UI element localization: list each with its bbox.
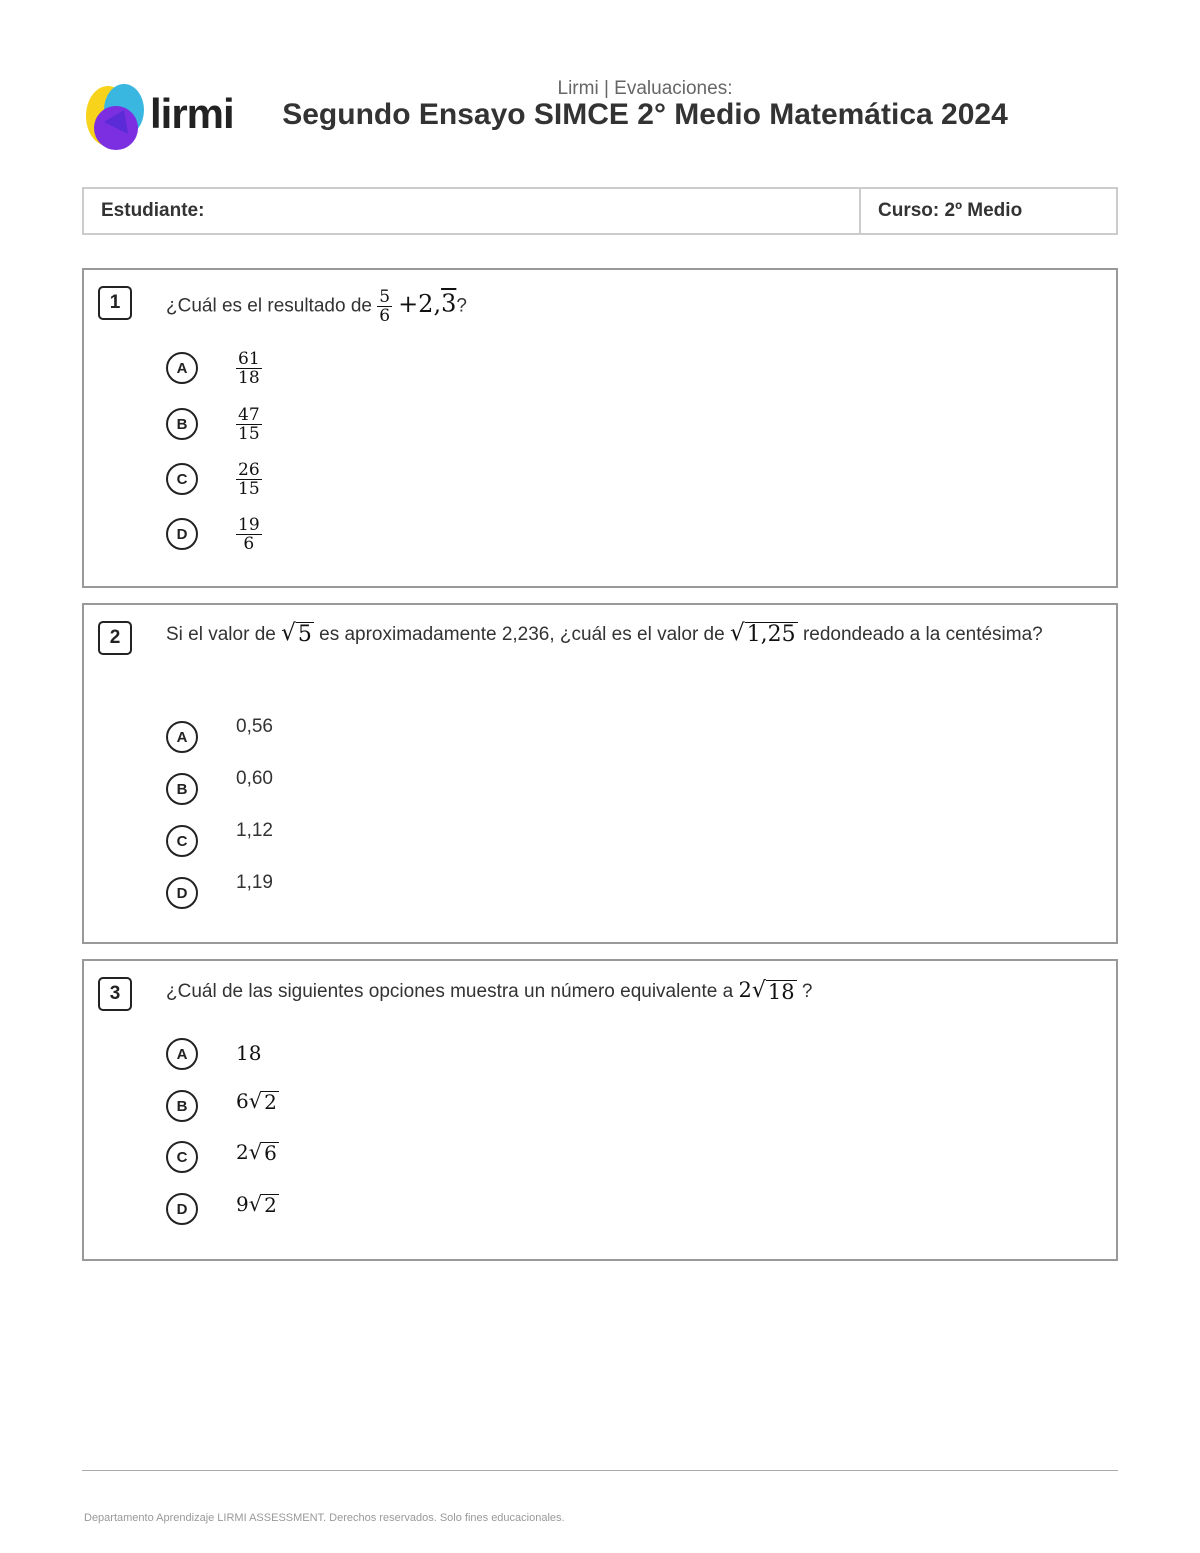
footer-divider [82,1470,1118,1471]
option-d[interactable] [166,872,273,912]
question-text [166,977,1056,1005]
fraction [236,461,262,498]
footer-text: Departamento Aprendizaje LIRMI ASSESSMENT. Derechos reservados. Solo fines educacionales. [84,1512,565,1524]
question-number: 2 [98,621,132,655]
answer-bubble[interactable]: C [166,1141,198,1173]
option-d[interactable] [166,514,260,554]
expression: +2, [398,289,442,318]
question-text-part: Si el valor de [166,624,282,645]
answer-bubble[interactable]: D [166,518,198,550]
square-root: √ 2 [248,1089,277,1114]
radicand: 5 [297,622,312,647]
option-c[interactable] [166,459,260,499]
logo-text: lirmi [150,90,234,137]
question-number: 3 [98,977,132,1011]
radicand: 2 [264,1193,277,1217]
fraction [236,350,262,387]
square-root: √ 6 [248,1140,277,1165]
fraction [236,516,262,553]
answer-bubble[interactable]: C [166,463,198,495]
fraction-numerator: 19 [238,514,260,535]
square-root: √ 1,25 [729,620,796,647]
question-text [166,288,1056,325]
fraction-denominator: 6 [379,306,391,326]
option-a[interactable] [166,348,260,388]
fraction-numerator: 61 [238,348,260,369]
answer-bubble[interactable]: D [166,877,198,909]
question-text-part: es aproximadamente 2,236, ¿cuál es el valor de [313,624,730,645]
question-text [166,621,1056,648]
fraction-denominator: 6 [243,533,255,554]
answer-bubble[interactable]: A [166,352,198,384]
option-b[interactable] [166,1087,277,1125]
course-label: Curso: 2º Medio [878,200,1023,221]
radicand: 1,25 [746,622,796,647]
option-d[interactable] [166,1190,277,1228]
option-a[interactable] [166,1035,262,1073]
answer-bubble[interactable]: B [166,773,198,805]
answer-bubble[interactable]: B [166,408,198,440]
question-3 [82,959,1118,1261]
page-title: Segundo Ensayo SIMCE 2° Medio Matemática 2024 [282,98,1008,131]
question-text-part: ? [456,295,467,317]
question-text-part: redondeado a la centésima? [797,624,1043,645]
question-text-part: ¿Cuál es el resultado de [166,295,378,317]
question-1 [82,268,1118,588]
coefficient: 6 [236,1089,249,1113]
coefficient: 9 [236,1192,249,1216]
option-value [236,1140,279,1164]
square-root: √ 5 [281,620,312,647]
fraction-numerator: 26 [238,459,260,480]
fraction-numerator: 5 [379,287,391,307]
fraction [377,288,392,325]
fraction-numerator: 47 [238,404,260,425]
radicand: 2 [264,1090,277,1114]
radicand: 6 [264,1141,277,1165]
fraction-denominator: 18 [238,367,260,388]
coefficient: 2 [738,978,752,1002]
question-2 [82,603,1118,944]
question-number: 1 [98,286,132,320]
option-value: 0,60 [236,768,273,789]
option-value: 18 [236,1041,262,1065]
option-value [236,1192,279,1216]
student-label: Estudiante: [101,200,205,221]
answer-bubble[interactable]: A [166,1038,198,1070]
option-value: 1,12 [236,820,273,841]
answer-bubble[interactable]: C [166,825,198,857]
radicand: 18 [767,980,795,1004]
question-text-part: ? [796,981,813,1002]
fraction-denominator: 15 [238,423,260,444]
option-b[interactable] [166,768,273,808]
option-c[interactable] [166,1138,277,1176]
option-value: 1,19 [236,872,273,893]
header-subtitle: Lirmi | Evaluaciones: [557,78,733,99]
question-text-part: ¿Cuál de las siguientes opciones muestra un número equivalente a [166,981,739,1002]
option-value: 0,56 [236,716,273,737]
option-b[interactable] [166,404,260,444]
course-field [861,189,1116,233]
student-info-table [82,187,1118,235]
answer-bubble[interactable]: B [166,1090,198,1122]
answer-bubble[interactable]: D [166,1193,198,1225]
option-a[interactable] [166,716,273,756]
answer-bubble[interactable]: A [166,721,198,753]
student-field[interactable] [84,189,861,233]
square-root: √ 18 [751,978,795,1004]
fraction [236,406,262,443]
repeating-digit: 3 [441,289,457,318]
option-value [236,1089,279,1113]
option-c[interactable] [166,820,273,860]
square-root: √ 2 [248,1192,277,1217]
fraction-denominator: 15 [238,478,260,499]
coefficient: 2 [236,1140,249,1164]
